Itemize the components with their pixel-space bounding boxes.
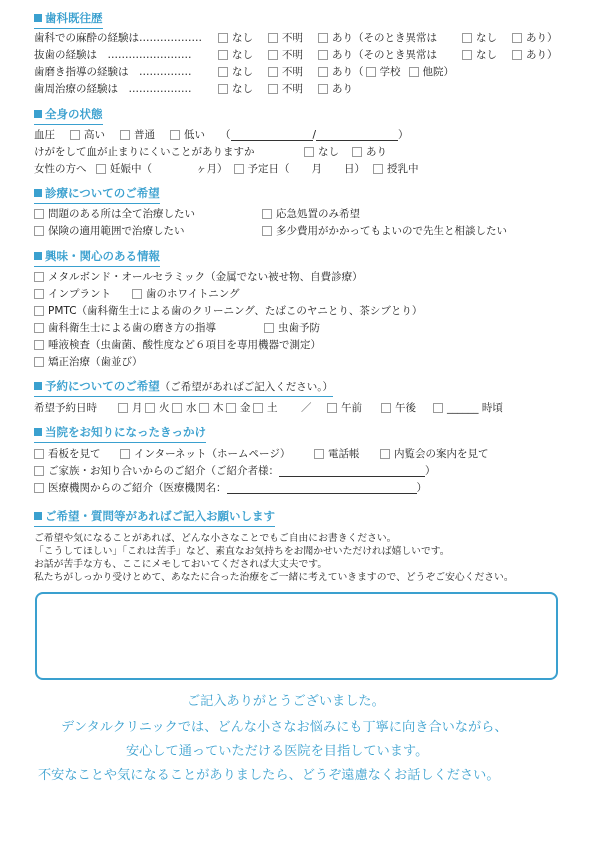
bleeding-none-option[interactable]: なし [304, 144, 352, 160]
checkbox[interactable] [218, 84, 228, 94]
heading-note: （ご希望があればご記入ください。） [159, 380, 334, 393]
checkbox[interactable] [226, 403, 236, 413]
bp-normal-option[interactable]: 普通 [120, 127, 170, 143]
day-fri-option[interactable]: 金 [226, 400, 253, 416]
periodontal-unknown-option[interactable]: 不明 [268, 81, 318, 97]
heading-text: 興味・関心のある情報 [45, 249, 160, 263]
checkbox[interactable] [304, 147, 314, 157]
checkbox[interactable] [70, 130, 80, 140]
extraction-abnormal-yes-option[interactable]: あり） [512, 47, 558, 63]
day-thu-option[interactable]: 木 [199, 400, 226, 416]
extraction-abnormal-none-option[interactable]: なし [462, 47, 512, 63]
checkbox[interactable] [120, 130, 130, 140]
heading-marker [34, 382, 42, 390]
bleeding-row [34, 144, 387, 160]
checkbox[interactable] [512, 33, 522, 43]
checkbox[interactable] [145, 403, 155, 413]
anesthesia-label: 歯科での麻酔の経験は……………… [34, 32, 202, 44]
checkbox[interactable] [268, 33, 278, 43]
blood-pressure-label: 血圧 [34, 129, 55, 141]
anesthesia-abnormal-yes-option[interactable]: あり） [512, 30, 558, 46]
checkbox[interactable] [433, 403, 443, 413]
phonebook-option[interactable]: 電話帳 [314, 446, 380, 462]
checkbox[interactable] [34, 466, 44, 476]
checkbox[interactable] [318, 50, 328, 60]
time-option[interactable]: ______ 時頃 [433, 400, 503, 416]
heading-marker [34, 252, 42, 260]
brushing-none-option[interactable]: なし [218, 64, 268, 80]
heading-marker [34, 512, 42, 520]
implant-option[interactable]: インプラント [34, 286, 132, 302]
checkbox[interactable] [34, 483, 44, 493]
checkbox[interactable] [262, 209, 272, 219]
checkbox[interactable] [262, 226, 272, 236]
checkbox[interactable] [409, 67, 419, 77]
closing-line-3: 安心して通っていただける医院を目指しています。 [126, 744, 429, 759]
request-line-2: 「こうしてほしい」「これは苦手」など、素直なお気持ちをお聞かせいただければ嬉しいです。 [34, 546, 450, 557]
periodontal-yes-option[interactable]: あり [318, 81, 353, 97]
section-heading-treatment-wishes [34, 185, 160, 204]
checkbox[interactable] [170, 130, 180, 140]
checkbox[interactable] [327, 403, 337, 413]
treatment-row-2 [34, 223, 507, 239]
extraction-unknown-option[interactable]: 不明 [268, 47, 318, 63]
closing-line-4: 不安なことや気になることがありましたら、どうぞ遠慮なくお話しください。 [38, 768, 500, 783]
internet-option[interactable]: インターネット（ホームページ） [120, 446, 314, 462]
morning-option[interactable]: 午前 [327, 400, 381, 416]
heading-text: 診療についてのご希望 [45, 186, 160, 200]
checkbox[interactable] [380, 449, 390, 459]
anesthesia-unknown-option[interactable]: 不明 [268, 30, 318, 46]
checkbox[interactable] [268, 50, 278, 60]
checkbox[interactable] [268, 67, 278, 77]
cavity-prevention-option[interactable]: 虫歯予防 [264, 320, 320, 336]
brushing-other-clinic-option[interactable]: 他院） [409, 64, 455, 80]
appointment-date-label: 希望予約日時 [34, 402, 97, 414]
referral-row-institution: 医療機関からのご紹介（医療機関名： ） [34, 480, 427, 496]
treatment-row-1 [34, 206, 360, 222]
institution-name-field[interactable] [227, 482, 417, 494]
checkbox[interactable] [34, 357, 44, 367]
women-label: 女性の方へ [34, 163, 87, 175]
consult-doctor-option[interactable]: 多少費用がかかってもよいので先生と相談したい [262, 223, 507, 239]
free-comment-box[interactable] [35, 592, 558, 680]
heading-text: 全身の状態 [45, 107, 103, 121]
due-date-option[interactable]: 予定日（ [234, 161, 290, 177]
interest-row-metal-bond [34, 269, 363, 285]
treat-all-option[interactable]: 問題のある所は全て治療したい [34, 206, 262, 222]
checkbox[interactable] [218, 50, 228, 60]
checkbox[interactable] [268, 84, 278, 94]
extraction-yes-option[interactable]: あり（そのとき異常は [318, 47, 462, 63]
pmtc-option[interactable]: PMTC（歯科衛生士による歯のクリーニング、たばこのヤニとり、茶シブとり） [34, 303, 422, 319]
section-heading-referral [34, 424, 206, 443]
brushing-school-option[interactable]: 学校 [366, 64, 401, 80]
checkbox[interactable] [132, 289, 142, 299]
extraction-none-option[interactable]: なし [218, 47, 268, 63]
checkbox[interactable] [264, 323, 274, 333]
day-wed-option[interactable]: 水 [172, 400, 199, 416]
metal-bond-option[interactable]: メタルボンド・オールセラミック（金属でない被せ物、自費診療） [34, 269, 363, 285]
checkbox[interactable] [462, 33, 472, 43]
day-sat-option[interactable]: 土 [253, 400, 301, 416]
request-line-4: 私たちがしっかり受けとめて、あなたに合った治療をご一緒に考えていきますので、どうぞご安心ください。 [34, 572, 514, 583]
checkbox[interactable] [373, 164, 383, 174]
heading-marker [34, 428, 42, 436]
checkbox[interactable] [253, 403, 263, 413]
checkbox[interactable] [96, 164, 106, 174]
section-heading-requests [34, 508, 275, 527]
heading-marker [34, 189, 42, 197]
blood-pressure-row: 血圧 高い 普通 低い （ / ） [34, 129, 409, 141]
saliva-test-option[interactable]: 唾液検査（虫歯菌、酸性度など６項目を専用機器で測定） [34, 337, 321, 353]
day-tue-option[interactable]: 火 [145, 400, 172, 416]
checkbox[interactable] [199, 403, 209, 413]
bp-diastolic-field[interactable] [316, 129, 398, 141]
women-row: 女性の方へ 妊娠中（ ヶ月） 予定日（ 月 日） 授乳中 [34, 163, 419, 175]
extraction-row [34, 47, 558, 63]
day-mon-option[interactable]: 月 [118, 400, 145, 416]
bp-low-option[interactable]: 低い [170, 127, 220, 143]
nursing-option[interactable]: 授乳中 [373, 161, 419, 177]
checkbox[interactable] [34, 289, 44, 299]
request-line-1: ご希望や気になることがあれば、どんな小さなことでもご自由にお書きください。 [34, 533, 397, 544]
heading-text: 歯科既往歴 [45, 11, 103, 25]
pregnant-option[interactable]: 妊娠中（ [96, 161, 152, 177]
internal-guide-option[interactable]: 内覧会の案内を見て [380, 446, 489, 462]
interest-row-implant [34, 286, 240, 302]
signboard-option[interactable]: 看板を見て [34, 446, 120, 462]
orthodontics-option[interactable]: 矯正治療（歯並び） [34, 354, 143, 370]
anesthesia-row [34, 30, 558, 46]
interest-row-pmtc [34, 303, 422, 319]
checkbox[interactable] [34, 306, 44, 316]
heading-text: 予約についてのご希望 [45, 379, 160, 393]
section-heading-dental-history [34, 10, 103, 29]
insurance-only-option[interactable]: 保険の適用範囲で治療したい [34, 223, 262, 239]
extraction-label: 抜歯の経験は …………………… [34, 49, 192, 61]
checkbox[interactable] [352, 147, 362, 157]
checkbox[interactable] [34, 209, 44, 219]
closing-line-2: デンタルクリニックでは、どんな小さなお悩みにも丁寧に向き合いながら、 [61, 720, 508, 735]
interest-row-saliva [34, 337, 321, 353]
periodontal-none-option[interactable]: なし [218, 81, 268, 97]
bleeding-question: けがをして血が止まりにくいことがありますか [34, 146, 255, 158]
anesthesia-none-option[interactable]: なし [218, 30, 268, 46]
bp-high-option[interactable]: 高い [70, 127, 120, 143]
heading-marker [34, 110, 42, 118]
bp-systolic-field[interactable] [231, 129, 313, 141]
section-heading-appointment [34, 378, 333, 397]
checkbox[interactable] [381, 403, 391, 413]
heading-text: ご希望・質問等があればご記入お願いします [45, 509, 275, 523]
checkbox[interactable] [512, 50, 522, 60]
brushing-yes-option[interactable]: あり（ [318, 64, 364, 80]
referral-row-1 [34, 446, 489, 462]
checkbox[interactable] [118, 403, 128, 413]
interest-row-orthodontics [34, 354, 143, 370]
anesthesia-abnormal-none-option[interactable]: なし [462, 30, 512, 46]
pregnancy-months-field[interactable] [152, 163, 196, 175]
emergency-only-option[interactable]: 応急処置のみ希望 [262, 206, 360, 222]
request-line-3: お話が苦手な方も、ここにメモしておいてくだされば大丈夫です。 [34, 559, 328, 570]
checkbox[interactable] [318, 67, 328, 77]
section-heading-interests [34, 248, 160, 267]
checkbox[interactable] [234, 164, 244, 174]
checkbox[interactable] [366, 67, 376, 77]
checkbox[interactable] [172, 403, 182, 413]
checkbox[interactable] [34, 449, 44, 459]
checkbox[interactable] [34, 272, 44, 282]
brushing-label: 歯磨き指導の経験は …………… [34, 66, 192, 78]
bleeding-yes-option[interactable]: あり [352, 144, 387, 160]
brushing-unknown-option[interactable]: 不明 [268, 64, 318, 80]
heading-marker [34, 14, 42, 22]
brushing-guidance-row [34, 64, 454, 80]
anesthesia-yes-option[interactable]: あり（そのとき異常は [318, 30, 462, 46]
checkbox[interactable] [318, 84, 328, 94]
checkbox[interactable] [218, 33, 228, 43]
closing-thanks: ご記入ありがとうございました。 [187, 694, 385, 709]
checkbox[interactable] [318, 33, 328, 43]
institution-referral-option[interactable]: 医療機関からのご紹介（医療機関名： [34, 480, 227, 496]
appointment-row: 希望予約日時 月 火 水 木 金 土 ／ 午前 午後 ______ 時頃 [34, 402, 503, 414]
afternoon-option[interactable]: 午後 [381, 400, 433, 416]
checkbox[interactable] [462, 50, 472, 60]
referral-row-family: ご家族・お知り合いからのご紹介（ご紹介者様： ） [34, 463, 436, 479]
referrer-name-field[interactable] [279, 465, 425, 477]
checkbox[interactable] [218, 67, 228, 77]
interest-row-guidance [34, 320, 320, 336]
periodontal-row [34, 81, 353, 97]
heading-text: 当院をお知りになったきっかけ [45, 425, 206, 439]
section-heading-general-health [34, 106, 103, 125]
whitening-option[interactable]: 歯のホワイトニング [132, 286, 240, 302]
checkbox[interactable] [120, 449, 130, 459]
family-referral-option[interactable]: ご家族・お知り合いからのご紹介（ご紹介者様： [34, 463, 279, 479]
checkbox[interactable] [34, 340, 44, 350]
checkbox[interactable] [34, 323, 44, 333]
checkbox[interactable] [314, 449, 324, 459]
brushing-guidance-option[interactable]: 歯科衛生士による歯の磨き方の指導 [34, 320, 264, 336]
checkbox[interactable] [34, 226, 44, 236]
periodontal-label: 歯周治療の経験は ……………… [34, 83, 192, 95]
